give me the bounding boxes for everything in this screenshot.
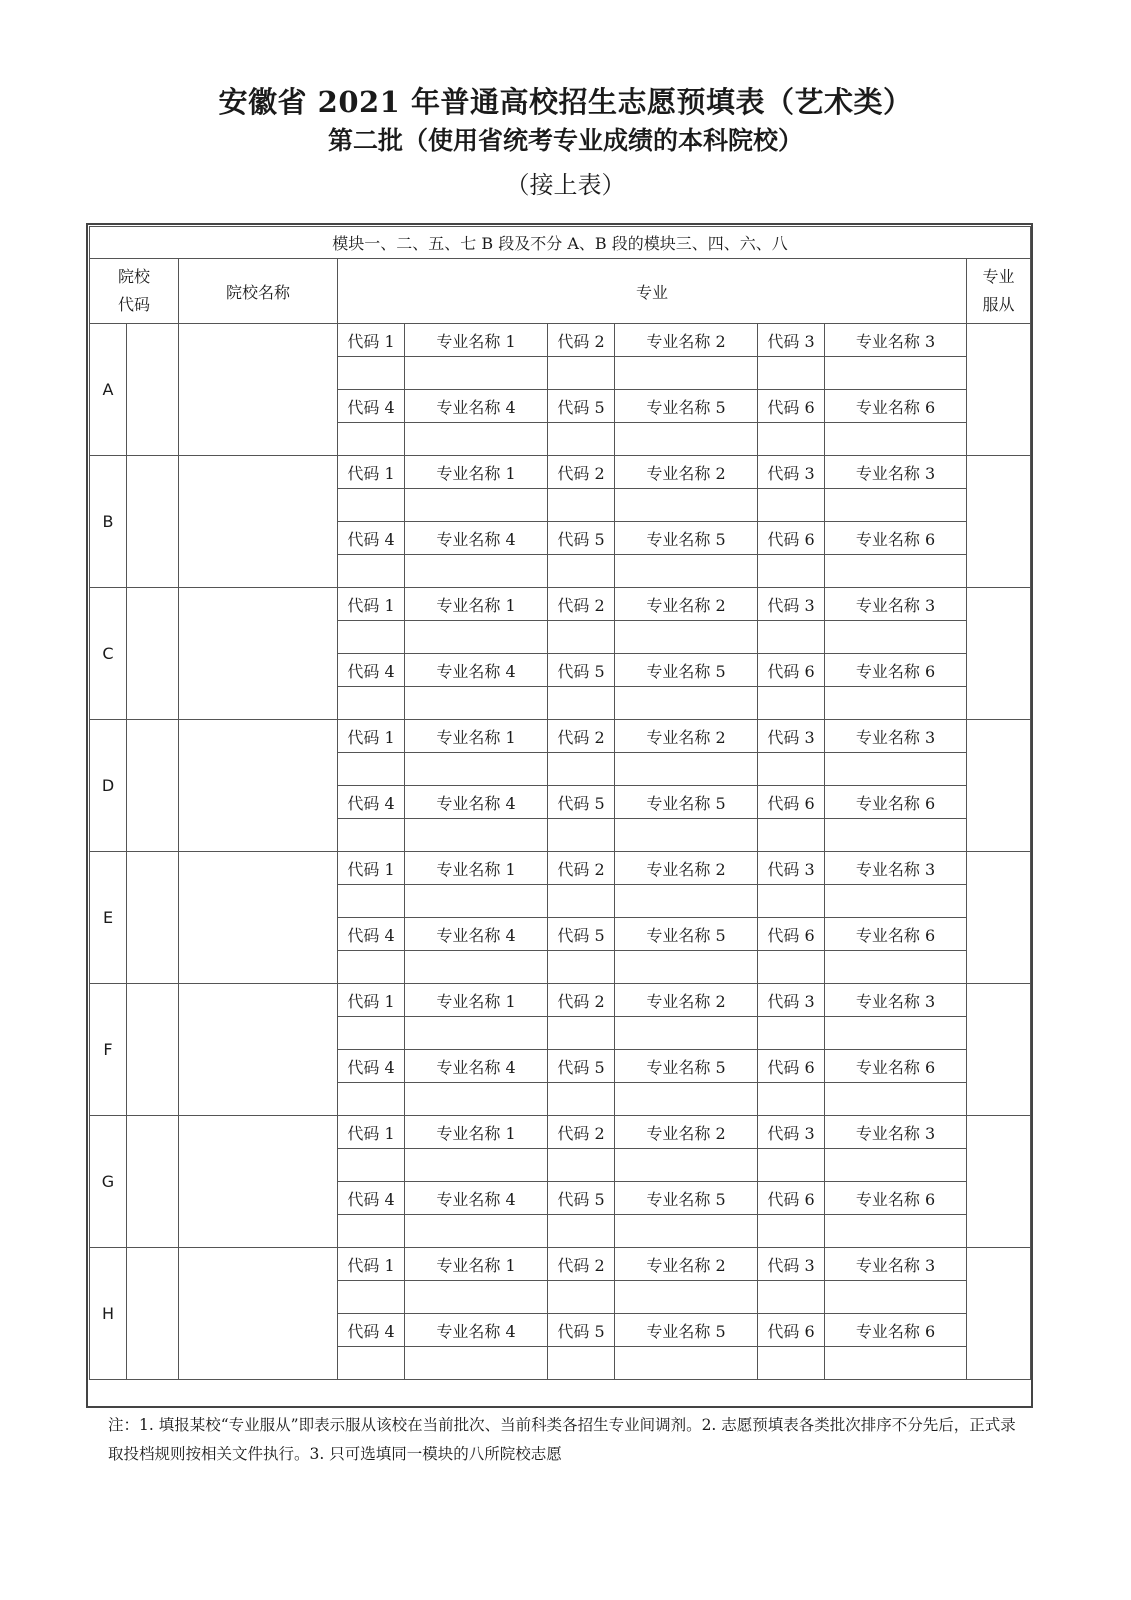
table-row xyxy=(90,456,1031,489)
major-code-label: 代码 4 xyxy=(338,786,405,819)
major-code-input[interactable] xyxy=(338,753,405,786)
major-name-label: 专业名称 4 xyxy=(405,786,548,819)
continued-label: （接上表） xyxy=(505,171,626,199)
major-name-input[interactable] xyxy=(615,753,758,786)
major-code-label: 代码 3 xyxy=(758,984,825,1017)
major-name-label: 专业名称 6 xyxy=(825,786,967,819)
major-code-input[interactable] xyxy=(758,1215,825,1248)
choice-label: G xyxy=(90,1116,127,1248)
major-code-label: 代码 3 xyxy=(758,456,825,489)
major-name-input[interactable] xyxy=(825,1149,967,1182)
major-obey-input[interactable] xyxy=(967,324,1031,456)
major-code-input[interactable] xyxy=(338,1149,405,1182)
major-code-label: 代码 2 xyxy=(548,852,615,885)
major-code-label: 代码 2 xyxy=(548,720,615,753)
major-code-label: 代码 6 xyxy=(758,918,825,951)
major-name-label: 专业名称 1 xyxy=(405,588,548,621)
major-code-label: 代码 5 xyxy=(548,1314,615,1347)
major-name-input[interactable] xyxy=(405,753,548,786)
major-name-input[interactable] xyxy=(615,423,758,456)
major-code-input[interactable] xyxy=(548,1215,615,1248)
major-name-label: 专业名称 4 xyxy=(405,654,548,687)
major-name-input[interactable] xyxy=(615,1149,758,1182)
choice-label: H xyxy=(90,1248,127,1380)
major-code-input[interactable] xyxy=(548,555,615,588)
major-name-label: 专业名称 4 xyxy=(405,918,548,951)
major-name-input[interactable] xyxy=(615,885,758,918)
major-code-label: 代码 3 xyxy=(758,324,825,357)
form-title: 安徽省 2021 年普通高校招生志愿预填表（艺术类） xyxy=(218,85,913,119)
major-code-input[interactable] xyxy=(338,1347,405,1380)
school-name-input[interactable] xyxy=(179,324,338,456)
major-code-input[interactable] xyxy=(548,1083,615,1116)
major-code-input[interactable] xyxy=(338,1215,405,1248)
major-name-input[interactable] xyxy=(825,1017,967,1050)
major-name-input[interactable] xyxy=(615,951,758,984)
major-code-input[interactable] xyxy=(758,621,825,654)
major-name-label: 专业名称 3 xyxy=(825,1248,967,1281)
choice-label: C xyxy=(90,588,127,720)
major-code-label: 代码 6 xyxy=(758,1314,825,1347)
major-name-label: 专业名称 2 xyxy=(615,720,758,753)
major-name-input[interactable] xyxy=(825,885,967,918)
table-row xyxy=(90,984,1031,1017)
major-code-input[interactable] xyxy=(338,357,405,390)
major-name-input[interactable] xyxy=(405,357,548,390)
school-code-input[interactable] xyxy=(127,456,179,588)
major-name-label: 专业名称 1 xyxy=(405,720,548,753)
header-major: 专业 xyxy=(338,259,967,324)
major-name-label: 专业名称 4 xyxy=(405,1314,548,1347)
major-name-label: 专业名称 1 xyxy=(405,1116,548,1149)
major-name-label: 专业名称 3 xyxy=(825,720,967,753)
major-code-input[interactable] xyxy=(548,885,615,918)
major-code-label: 代码 1 xyxy=(338,1248,405,1281)
major-name-label: 专业名称 5 xyxy=(615,1182,758,1215)
major-name-input[interactable] xyxy=(405,819,548,852)
major-name-input[interactable] xyxy=(615,1017,758,1050)
major-code-label: 代码 4 xyxy=(338,522,405,555)
major-code-input[interactable] xyxy=(548,1017,615,1050)
major-code-input[interactable] xyxy=(758,951,825,984)
major-name-input[interactable] xyxy=(405,555,548,588)
section-heading: 模块一、二、五、七 B 段及不分 A、B 段的模块三、四、六、八 xyxy=(90,227,1031,259)
school-code-input[interactable] xyxy=(127,984,179,1116)
major-name-label: 专业名称 4 xyxy=(405,1182,548,1215)
major-code-input[interactable] xyxy=(548,1281,615,1314)
major-code-input[interactable] xyxy=(548,951,615,984)
major-name-input[interactable] xyxy=(405,1083,548,1116)
major-name-input[interactable] xyxy=(615,1083,758,1116)
major-name-input[interactable] xyxy=(405,1149,548,1182)
major-code-label: 代码 4 xyxy=(338,1182,405,1215)
major-name-input[interactable] xyxy=(405,951,548,984)
major-name-label: 专业名称 1 xyxy=(405,852,548,885)
major-name-label: 专业名称 2 xyxy=(615,588,758,621)
major-code-input[interactable] xyxy=(338,819,405,852)
major-code-input[interactable] xyxy=(338,1083,405,1116)
major-code-input[interactable] xyxy=(338,423,405,456)
major-code-label: 代码 2 xyxy=(548,588,615,621)
major-code-input[interactable] xyxy=(548,357,615,390)
major-name-label: 专业名称 5 xyxy=(615,390,758,423)
major-code-label: 代码 5 xyxy=(548,390,615,423)
major-name-input[interactable] xyxy=(825,753,967,786)
table-row xyxy=(90,852,1031,885)
major-name-label: 专业名称 6 xyxy=(825,654,967,687)
major-code-input[interactable] xyxy=(758,819,825,852)
major-code-label: 代码 1 xyxy=(338,984,405,1017)
major-code-input[interactable] xyxy=(338,621,405,654)
table-row xyxy=(90,1116,1031,1149)
major-code-input[interactable] xyxy=(338,1281,405,1314)
major-code-input[interactable] xyxy=(758,423,825,456)
major-code-input[interactable] xyxy=(338,885,405,918)
major-code-input[interactable] xyxy=(758,753,825,786)
major-obey-input[interactable] xyxy=(967,1116,1031,1248)
major-code-input[interactable] xyxy=(758,1281,825,1314)
major-code-label: 代码 1 xyxy=(338,456,405,489)
major-code-input[interactable] xyxy=(758,1083,825,1116)
major-name-input[interactable] xyxy=(825,1215,967,1248)
major-code-input[interactable] xyxy=(548,753,615,786)
table-row xyxy=(90,720,1031,753)
major-name-input[interactable] xyxy=(615,1347,758,1380)
major-code-input[interactable] xyxy=(548,1149,615,1182)
major-name-input[interactable] xyxy=(405,1215,548,1248)
major-code-input[interactable] xyxy=(548,489,615,522)
choice-label: B xyxy=(90,456,127,588)
header-school-code-line1: 院校 xyxy=(117,267,150,286)
major-name-input[interactable] xyxy=(825,555,967,588)
major-name-label: 专业名称 1 xyxy=(405,1248,548,1281)
major-name-label: 专业名称 2 xyxy=(615,1248,758,1281)
major-name-label: 专业名称 4 xyxy=(405,1050,548,1083)
major-code-label: 代码 4 xyxy=(338,918,405,951)
header-obey xyxy=(967,259,1031,324)
major-code-label: 代码 3 xyxy=(758,1116,825,1149)
major-code-input[interactable] xyxy=(758,687,825,720)
major-name-label: 专业名称 5 xyxy=(615,786,758,819)
major-code-label: 代码 3 xyxy=(758,852,825,885)
major-code-label: 代码 1 xyxy=(338,852,405,885)
school-name-input[interactable] xyxy=(179,852,338,984)
major-name-input[interactable] xyxy=(825,621,967,654)
major-name-label: 专业名称 1 xyxy=(405,324,548,357)
major-name-input[interactable] xyxy=(615,555,758,588)
major-name-label: 专业名称 1 xyxy=(405,456,548,489)
header-school-name: 院校名称 xyxy=(179,259,338,324)
major-code-label: 代码 2 xyxy=(548,456,615,489)
major-code-label: 代码 6 xyxy=(758,1182,825,1215)
major-name-input[interactable] xyxy=(825,489,967,522)
major-code-label: 代码 1 xyxy=(338,1116,405,1149)
major-name-input[interactable] xyxy=(825,951,967,984)
table-row xyxy=(90,588,1031,621)
major-code-input[interactable] xyxy=(758,1149,825,1182)
major-name-input[interactable] xyxy=(405,1017,548,1050)
major-code-label: 代码 1 xyxy=(338,324,405,357)
major-name-input[interactable] xyxy=(405,687,548,720)
table-row xyxy=(90,1248,1031,1281)
major-name-label: 专业名称 3 xyxy=(825,456,967,489)
major-code-label: 代码 5 xyxy=(548,1050,615,1083)
major-name-input[interactable] xyxy=(825,819,967,852)
school-name-input[interactable] xyxy=(179,456,338,588)
major-obey-input[interactable] xyxy=(967,588,1031,720)
major-code-label: 代码 3 xyxy=(758,720,825,753)
major-obey-input[interactable] xyxy=(967,456,1031,588)
major-name-input[interactable] xyxy=(825,1083,967,1116)
major-code-label: 代码 6 xyxy=(758,522,825,555)
major-obey-input[interactable] xyxy=(967,852,1031,984)
major-code-label: 代码 1 xyxy=(338,720,405,753)
major-name-label: 专业名称 4 xyxy=(405,522,548,555)
major-name-input[interactable] xyxy=(615,489,758,522)
major-name-label: 专业名称 2 xyxy=(615,852,758,885)
major-name-input[interactable] xyxy=(825,1347,967,1380)
major-name-label: 专业名称 3 xyxy=(825,852,967,885)
major-name-label: 专业名称 1 xyxy=(405,984,548,1017)
school-name-input[interactable] xyxy=(179,588,338,720)
school-name-input[interactable] xyxy=(179,720,338,852)
school-code-input[interactable] xyxy=(127,588,179,720)
major-code-input[interactable] xyxy=(758,555,825,588)
major-code-label: 代码 5 xyxy=(548,654,615,687)
major-code-label: 代码 3 xyxy=(758,588,825,621)
major-name-input[interactable] xyxy=(825,423,967,456)
major-code-input[interactable] xyxy=(548,819,615,852)
major-code-label: 代码 6 xyxy=(758,1050,825,1083)
major-name-input[interactable] xyxy=(825,1281,967,1314)
major-name-label: 专业名称 5 xyxy=(615,654,758,687)
major-name-label: 专业名称 3 xyxy=(825,984,967,1017)
major-name-label: 专业名称 5 xyxy=(615,1050,758,1083)
major-name-label: 专业名称 5 xyxy=(615,522,758,555)
header-school-code xyxy=(90,259,179,324)
choice-label: D xyxy=(90,720,127,852)
header-obey-line2: 服从 xyxy=(982,295,1015,314)
major-code-input[interactable] xyxy=(548,687,615,720)
major-name-input[interactable] xyxy=(405,489,548,522)
major-name-label: 专业名称 2 xyxy=(615,984,758,1017)
major-obey-input[interactable] xyxy=(967,720,1031,852)
major-code-input[interactable] xyxy=(338,555,405,588)
major-code-label: 代码 4 xyxy=(338,654,405,687)
major-code-input[interactable] xyxy=(548,621,615,654)
major-name-label: 专业名称 6 xyxy=(825,1314,967,1347)
major-code-input[interactable] xyxy=(338,951,405,984)
major-name-label: 专业名称 3 xyxy=(825,1116,967,1149)
major-code-input[interactable] xyxy=(758,489,825,522)
major-code-input[interactable] xyxy=(548,423,615,456)
major-code-input[interactable] xyxy=(758,1017,825,1050)
major-name-label: 专业名称 6 xyxy=(825,522,967,555)
school-name-input[interactable] xyxy=(179,1248,338,1380)
major-name-input[interactable] xyxy=(405,885,548,918)
major-name-label: 专业名称 4 xyxy=(405,390,548,423)
major-code-label: 代码 6 xyxy=(758,390,825,423)
major-name-label: 专业名称 5 xyxy=(615,918,758,951)
major-name-input[interactable] xyxy=(825,357,967,390)
major-name-input[interactable] xyxy=(615,1281,758,1314)
major-code-input[interactable] xyxy=(758,885,825,918)
header-school-code-line2: 代码 xyxy=(117,295,150,314)
major-name-label: 专业名称 3 xyxy=(825,588,967,621)
school-code-input[interactable] xyxy=(127,1116,179,1248)
choice-label: F xyxy=(90,984,127,1116)
major-code-label: 代码 4 xyxy=(338,1314,405,1347)
major-name-input[interactable] xyxy=(405,423,548,456)
school-code-input[interactable] xyxy=(127,1248,179,1380)
table-row xyxy=(90,324,1031,357)
major-name-label: 专业名称 2 xyxy=(615,1116,758,1149)
footer-note: 注：1. 填报某校“专业服从”即表示服从该校在当前批次、当前科类各招生专业间调剂。2. 志愿预填表各类批次排序不分先后，正式录取投档规则按相关文件执行。3. 只可选填同一模块的八所院校志愿 xyxy=(108,1416,1016,1463)
major-name-label: 专业名称 6 xyxy=(825,390,967,423)
major-code-label: 代码 3 xyxy=(758,1248,825,1281)
major-obey-input[interactable] xyxy=(967,984,1031,1116)
choice-label: A xyxy=(90,324,127,456)
school-name-input[interactable] xyxy=(179,984,338,1116)
header-obey-line1: 专业 xyxy=(982,267,1015,286)
major-code-label: 代码 5 xyxy=(548,522,615,555)
major-name-label: 专业名称 5 xyxy=(615,1314,758,1347)
form-subtitle: 第二批（使用省统考专业成绩的本科院校） xyxy=(327,126,803,155)
school-code-input[interactable] xyxy=(127,324,179,456)
major-name-input[interactable] xyxy=(615,687,758,720)
major-code-label: 代码 5 xyxy=(548,918,615,951)
major-code-label: 代码 6 xyxy=(758,654,825,687)
choice-label: E xyxy=(90,852,127,984)
major-obey-input[interactable] xyxy=(967,1248,1031,1380)
major-code-input[interactable] xyxy=(338,687,405,720)
major-name-label: 专业名称 6 xyxy=(825,1050,967,1083)
school-name-input[interactable] xyxy=(179,1116,338,1248)
school-code-input[interactable] xyxy=(127,720,179,852)
major-name-label: 专业名称 3 xyxy=(825,324,967,357)
school-code-input[interactable] xyxy=(127,852,179,984)
major-name-label: 专业名称 2 xyxy=(615,456,758,489)
major-code-label: 代码 5 xyxy=(548,1182,615,1215)
major-code-label: 代码 5 xyxy=(548,786,615,819)
major-name-label: 专业名称 6 xyxy=(825,918,967,951)
major-code-input[interactable] xyxy=(758,1347,825,1380)
volunteer-form-table xyxy=(89,226,1031,1380)
major-name-input[interactable] xyxy=(615,357,758,390)
major-name-input[interactable] xyxy=(615,1215,758,1248)
major-code-input[interactable] xyxy=(758,357,825,390)
major-name-input[interactable] xyxy=(615,819,758,852)
major-code-label: 代码 2 xyxy=(548,324,615,357)
major-name-input[interactable] xyxy=(405,1281,548,1314)
major-name-input[interactable] xyxy=(615,621,758,654)
major-code-label: 代码 2 xyxy=(548,984,615,1017)
major-code-input[interactable] xyxy=(338,489,405,522)
major-name-input[interactable] xyxy=(825,687,967,720)
major-code-label: 代码 6 xyxy=(758,786,825,819)
major-name-input[interactable] xyxy=(405,1347,548,1380)
major-name-input[interactable] xyxy=(405,621,548,654)
major-code-label: 代码 1 xyxy=(338,588,405,621)
major-code-label: 代码 4 xyxy=(338,1050,405,1083)
major-code-label: 代码 2 xyxy=(548,1248,615,1281)
major-code-label: 代码 2 xyxy=(548,1116,615,1149)
major-code-input[interactable] xyxy=(548,1347,615,1380)
major-name-label: 专业名称 2 xyxy=(615,324,758,357)
major-code-input[interactable] xyxy=(338,1017,405,1050)
major-name-label: 专业名称 6 xyxy=(825,1182,967,1215)
major-code-label: 代码 4 xyxy=(338,390,405,423)
